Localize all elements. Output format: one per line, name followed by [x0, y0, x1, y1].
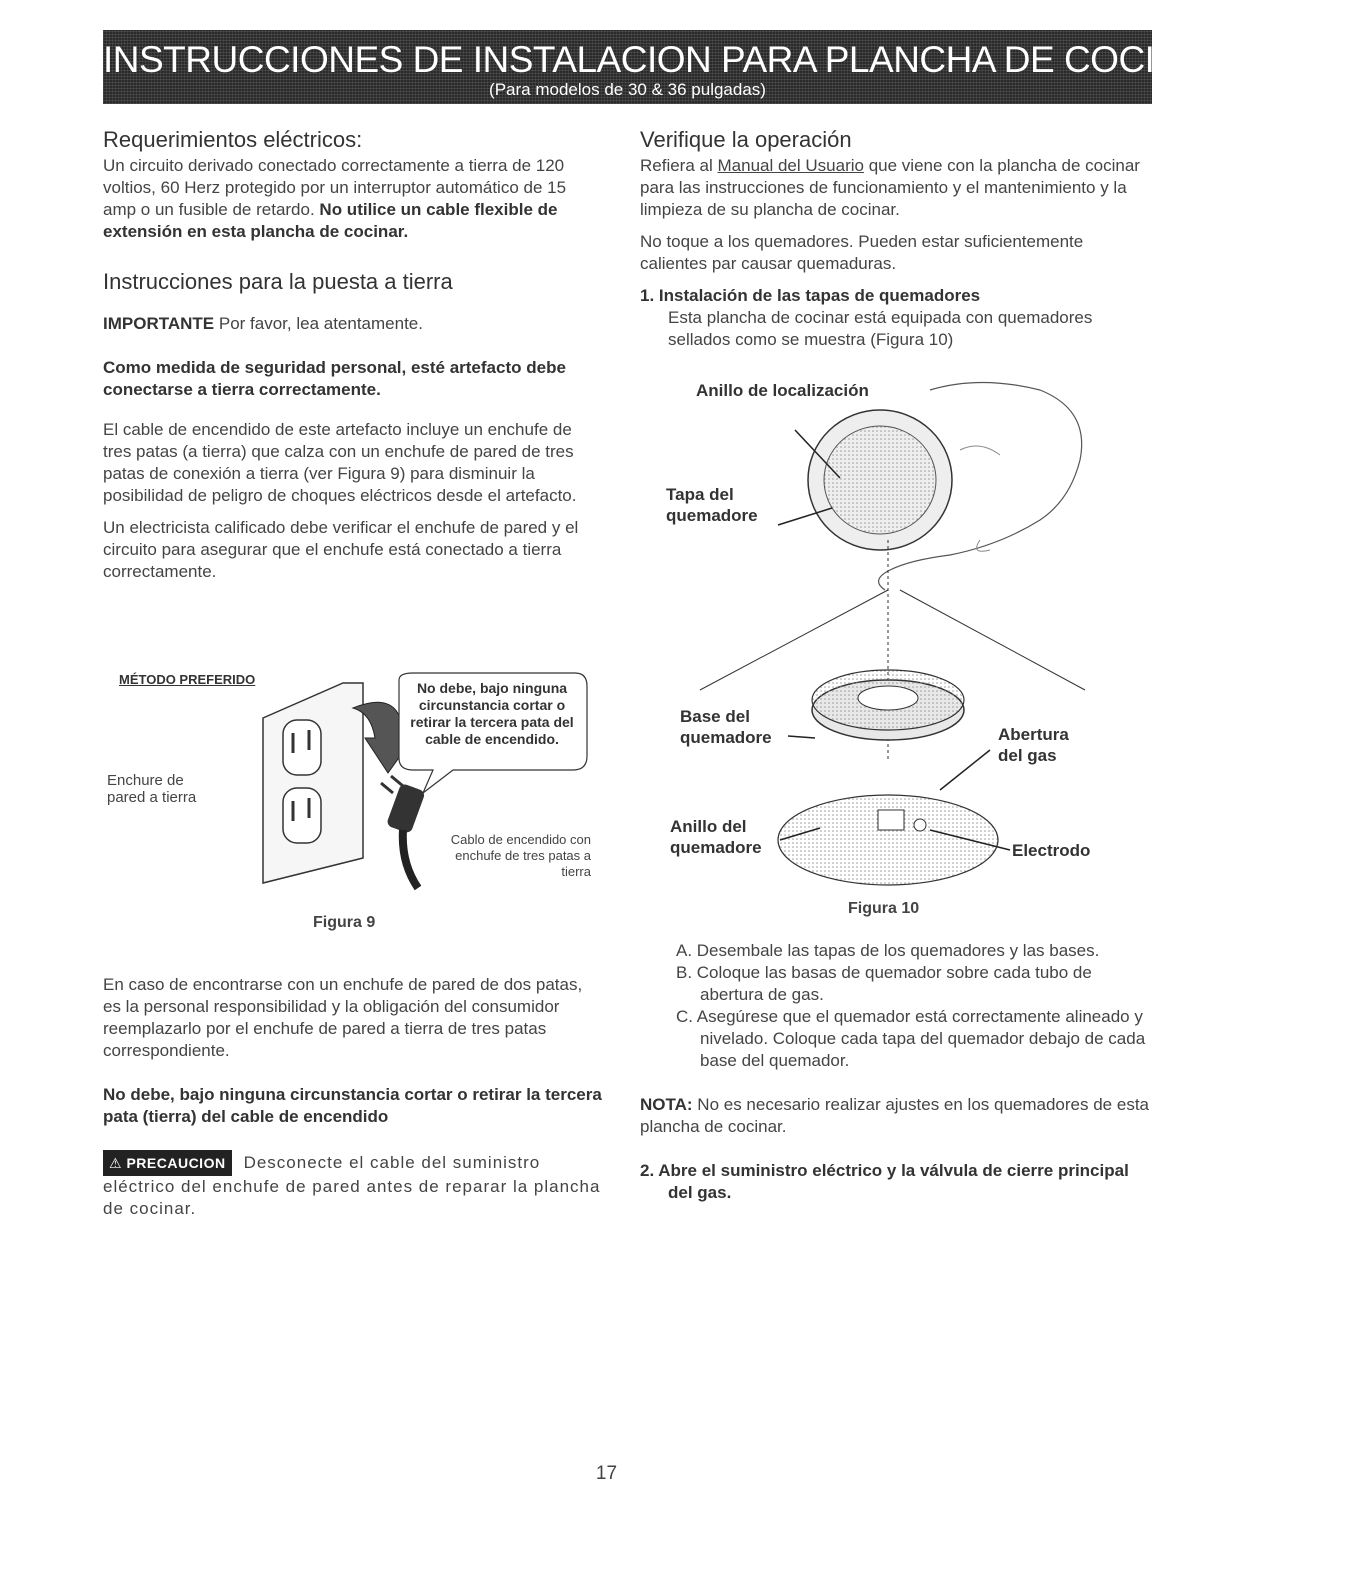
- locating-ring-label: Anillo de localización: [696, 381, 869, 400]
- burner-base-label: Base del quemadore: [680, 707, 772, 747]
- outlet-label: Enchure de pared a tierra: [107, 772, 197, 806]
- page-number: 17: [595, 1463, 618, 1484]
- electrical-text: Un circuito derivado conectado correctamente a tierra de 120 voltios, 60 Herz protegido por un interruptor automático de 15 amp o un fusible de retardo. No utilice un cable flexible de extensión en esta plancha de cocinar.: [103, 156, 567, 241]
- caution-badge: ⚠ PRECAUCION: [103, 1150, 232, 1176]
- list-item: A. Desembale las tapas de los quemadores y las bases.: [676, 941, 1100, 960]
- page-subtitle: (Para modelos de 30 & 36 pulgadas): [489, 80, 766, 99]
- step-2: 2. Abre el suministro eléctrico y la válvula de cierre principal del gas.: [640, 1161, 1129, 1202]
- user-manual-link[interactable]: Manual del Usuario: [717, 156, 864, 175]
- two-prong-paragraph: En caso de encontrarse con un enchufe de pared de dos patas, es la personal responsibilidad y la obligación del consumidor reemplazarlo por el enchufe de pared a tierra de tres patas correspondiente.: [103, 975, 583, 1060]
- step-1-title: 1. Instalación de las tapas de quemadores: [640, 286, 981, 305]
- electrode-label: Electrodo: [1012, 841, 1091, 860]
- figure-9-caption: Figura 9: [313, 914, 376, 931]
- list-item: B. Coloque las basas de quemador sobre cada tubo de abertura de gas.: [676, 963, 1092, 1004]
- step-1-text: Esta plancha de cocinar está equipada con quemadores sellados como se muestra (Figura 10): [668, 308, 1093, 349]
- left-column: [103, 127, 603, 583]
- step-list: [676, 940, 1152, 1072]
- grounding-heading: Instrucciones para la puesta a tierra: [103, 269, 453, 294]
- important-note: IMPORTANTE Por favor, lea atentamente.: [103, 314, 423, 333]
- title-banner: [103, 30, 1347, 104]
- list-item: C. Asegúrese que el quemador está correctamente alineado y nivelado. Coloque cada tapa del quemador debajo de cada base del quemador.: [676, 1007, 1146, 1070]
- gas-opening-label: Abertura del gas: [998, 725, 1069, 765]
- figure-9: [103, 668, 603, 938]
- verify-paragraph: Refiera al Manual del Usuario que viene con la plancha de cocinar para las instrucciones de funcionamiento y el mantenimiento y la limpieza de su plancha de cocinar.: [640, 156, 1140, 219]
- hot-warning: No toque a los quemadores. Pueden estar suficientemente calientes par causar quemaduras.: [640, 232, 1084, 273]
- caution-paragraph: ⚠ PRECAUCION Desconecte el cable del suministro eléctrico del enchufe de pared antes de reparar la plancha de cocinar.: [103, 1150, 603, 1220]
- burner-ring-label: Anillo del quemadore: [670, 817, 762, 857]
- left-column-bottom: [103, 974, 603, 1220]
- right-column: [640, 127, 1150, 351]
- burner-cap-label: Tapa del quemadore: [666, 485, 758, 525]
- figure-10-caption: Figura 10: [848, 900, 920, 917]
- cord-paragraph: El cable de encendido de este artefacto incluye un enchufe de tres patas (a tierra) que calza con un enchufe de pared de tres patas de conexión a tierra (ver Figura 9) para disminuir la posibilidad de peligro de choques eléctricos desde el artefacto.: [103, 420, 577, 505]
- right-column-bottom: [640, 1094, 1150, 1204]
- verify-heading: Verifique la operación: [640, 127, 852, 152]
- method-label: MÉTODO PREFERIDO: [119, 672, 256, 687]
- cord-label: Cablo de encendido con enchufe de tres patas a tierra: [450, 832, 591, 879]
- page-title: INSTRUCCIONES DE INSTALACION PARA PLANCHA DE COCINAR A GAS: [103, 39, 1347, 80]
- note-paragraph: NOTA: No es necesario realizar ajustes en los quemadores de esta plancha de cocinar.: [640, 1095, 1149, 1136]
- safety-warning: Como medida de seguridad personal, esté artefacto debe conectarse a tierra correctamente.: [103, 358, 566, 399]
- callout-text: No debe, bajo ninguna circunstancia cortar o retirar la tercera pata del cable de encendido.: [410, 680, 574, 747]
- do-not-cut-warning: No debe, bajo ninguna circunstancia cortar o retirar la tercera pata (tierra) del cable de encendido: [103, 1085, 602, 1126]
- figure-10: [640, 370, 1150, 925]
- electrician-paragraph: Un electricista calificado debe verificar el enchufe de pared y el circuito para asegurar que el enchufe está conectado a tierra correctamente.: [103, 518, 579, 581]
- electrical-heading: Requerimientos eléctricos:: [103, 127, 363, 152]
